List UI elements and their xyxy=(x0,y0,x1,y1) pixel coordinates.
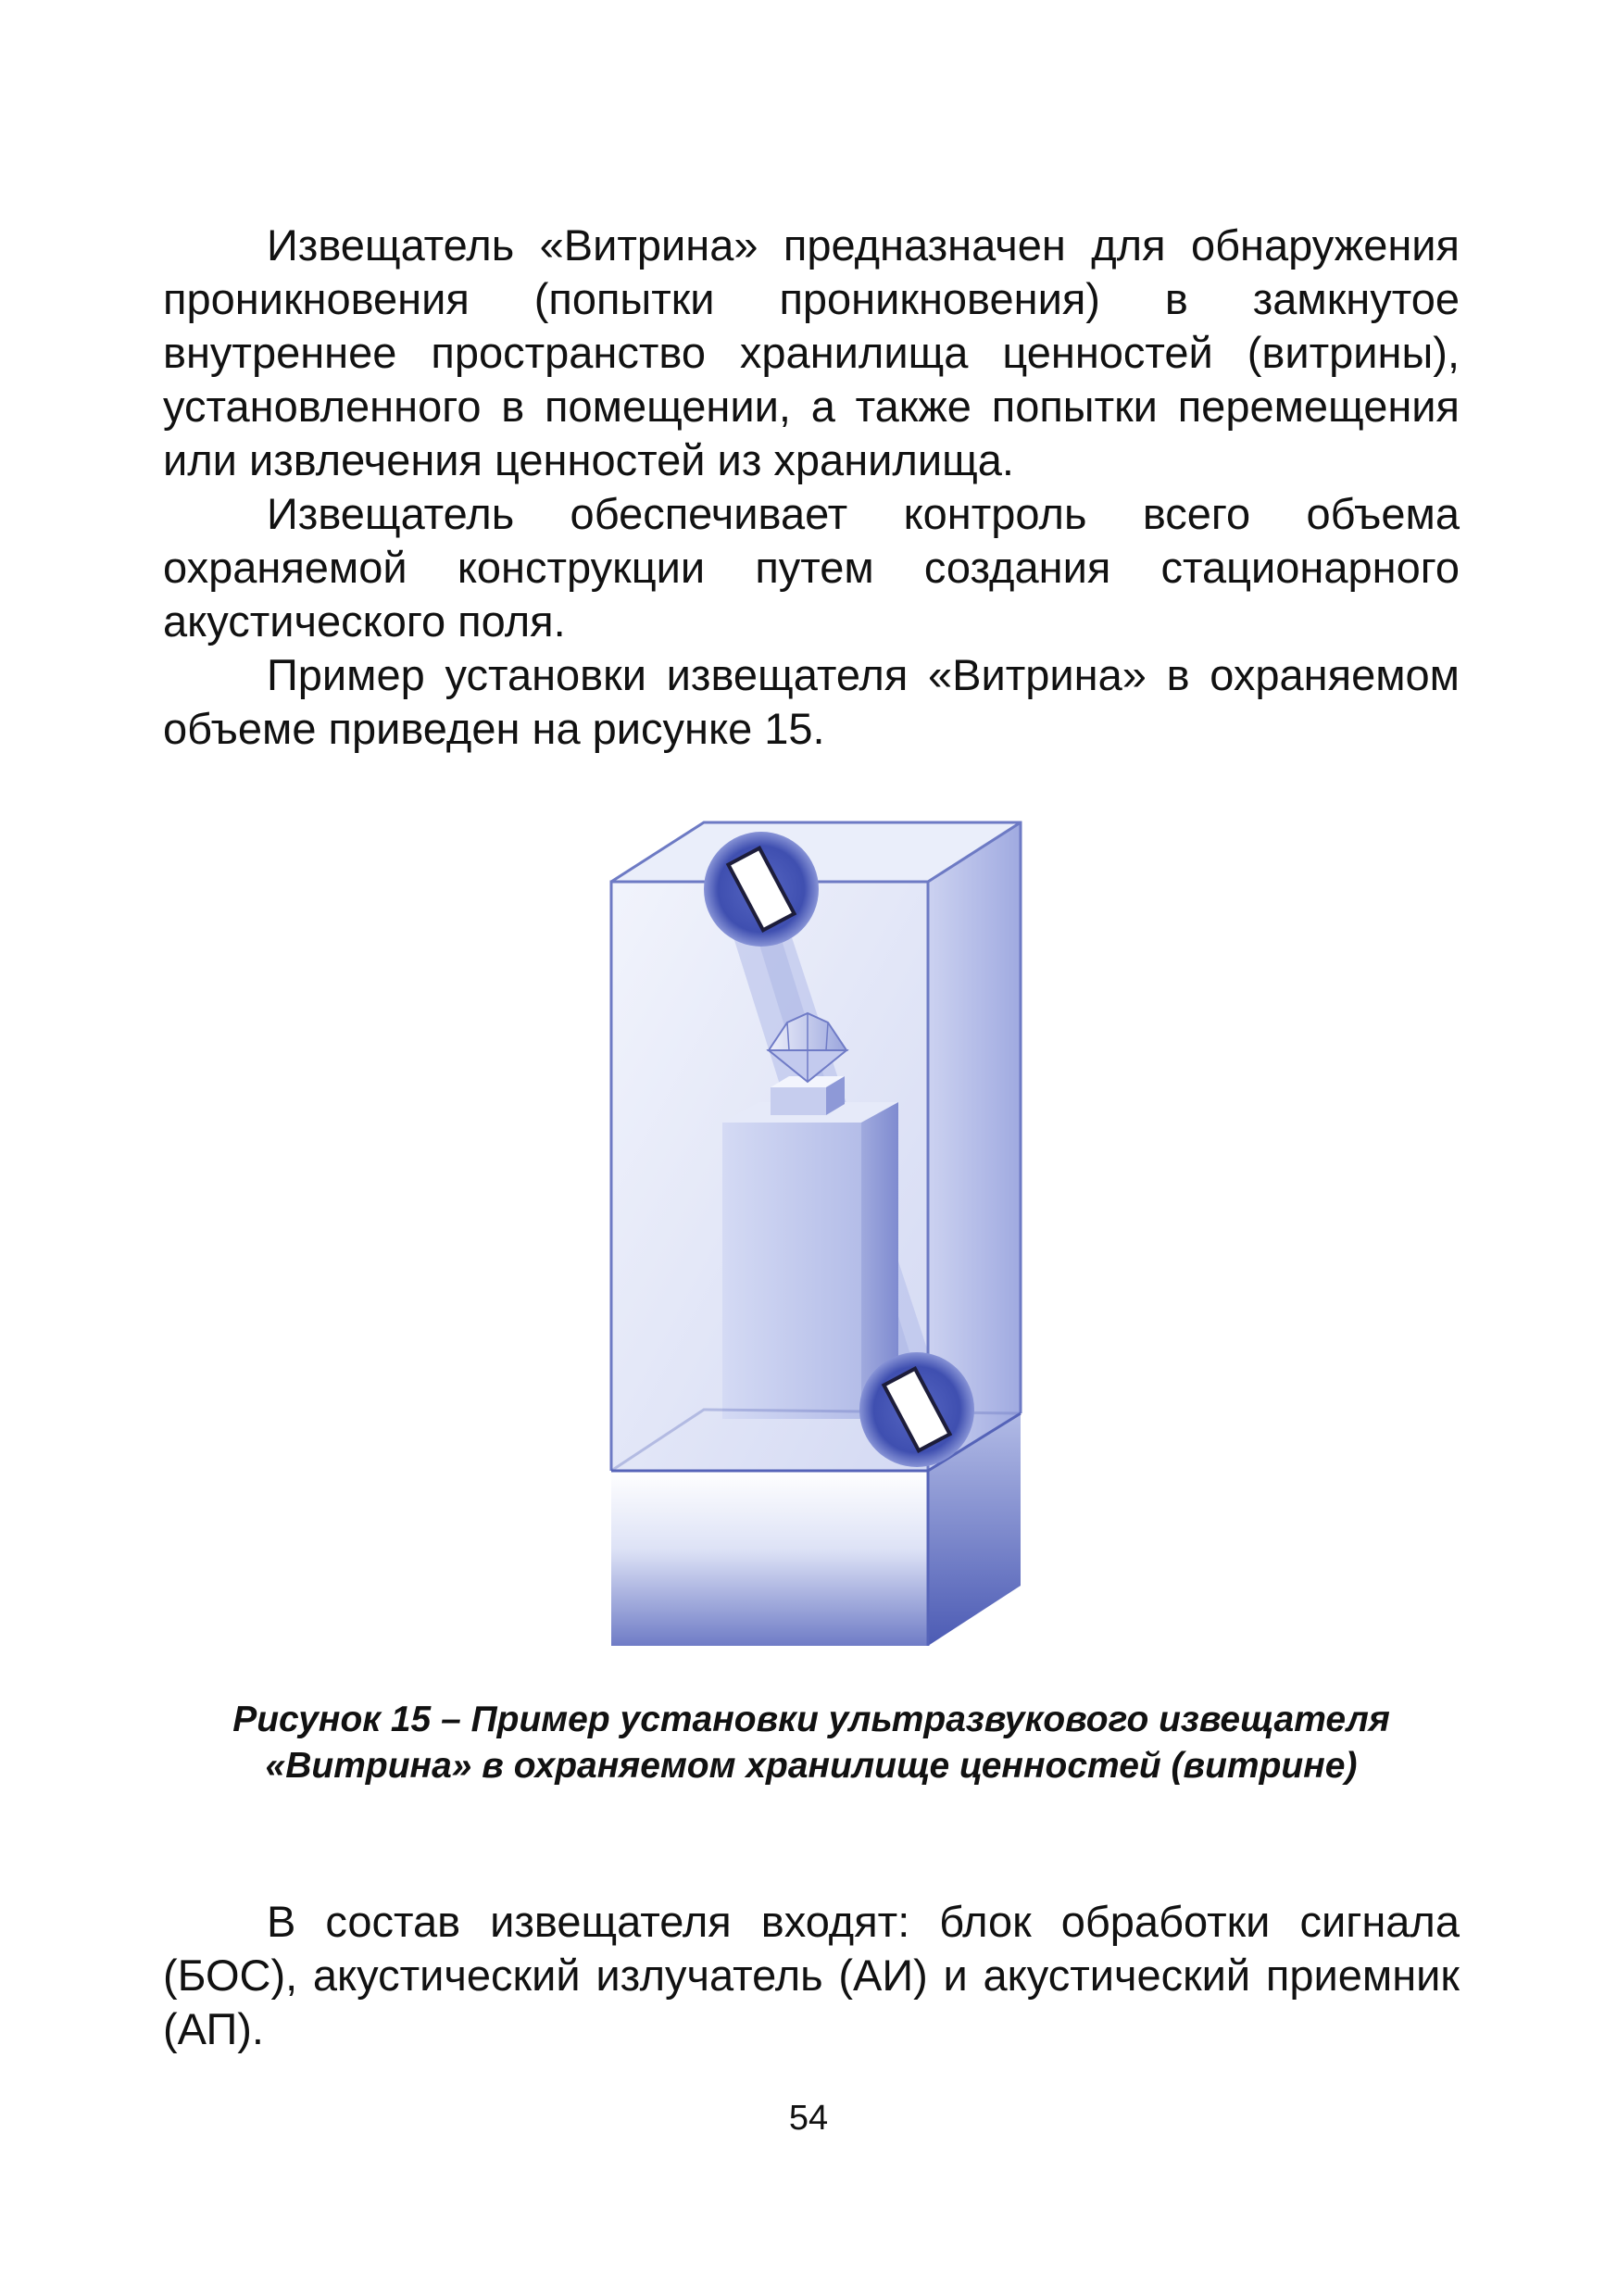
figure-caption xyxy=(163,1697,1460,1789)
paragraph-control: Извещатель обеспечивает контроль всего объема охраняемой конструкции путем создания стационарного акустического поля. xyxy=(163,489,1460,646)
pedestal-front xyxy=(722,1123,861,1419)
stand-front xyxy=(771,1087,826,1115)
figure-caption-line-1: Рисунок 15 – Пример установки ультразвукового извещателя xyxy=(232,1700,1390,1739)
base-front xyxy=(611,1471,928,1646)
figure-caption-line-2: «Витрина» в охраняемом хранилище ценностей (витрине) xyxy=(265,1746,1358,1786)
vitrina-illustration xyxy=(593,808,1074,1660)
figure-vitrina-installation xyxy=(593,808,1074,1660)
page-number: 54 xyxy=(788,2099,829,2138)
body-text-bottom xyxy=(163,1895,1460,2056)
body-text-top xyxy=(163,219,1460,756)
paragraph-purpose: Извещатель «Витрина» предназначен для обнаружения проникновения (попытки проникновения) в замкнутое внутреннее пространство хранилища ценностей (витрины), установленного в помещении, а также попытки перемещения или извлечения ценностей из хранилища. xyxy=(163,220,1460,484)
paragraph-composition: В состав извещателя входят: блок обработки сигнала (БОС), акустический излучатель (АИ) и акустический приемник (АП). xyxy=(163,1897,1460,2053)
paragraph-example: Пример установки извещателя «Витрина» в охраняемом объеме приведен на рисунке 15. xyxy=(163,650,1460,753)
